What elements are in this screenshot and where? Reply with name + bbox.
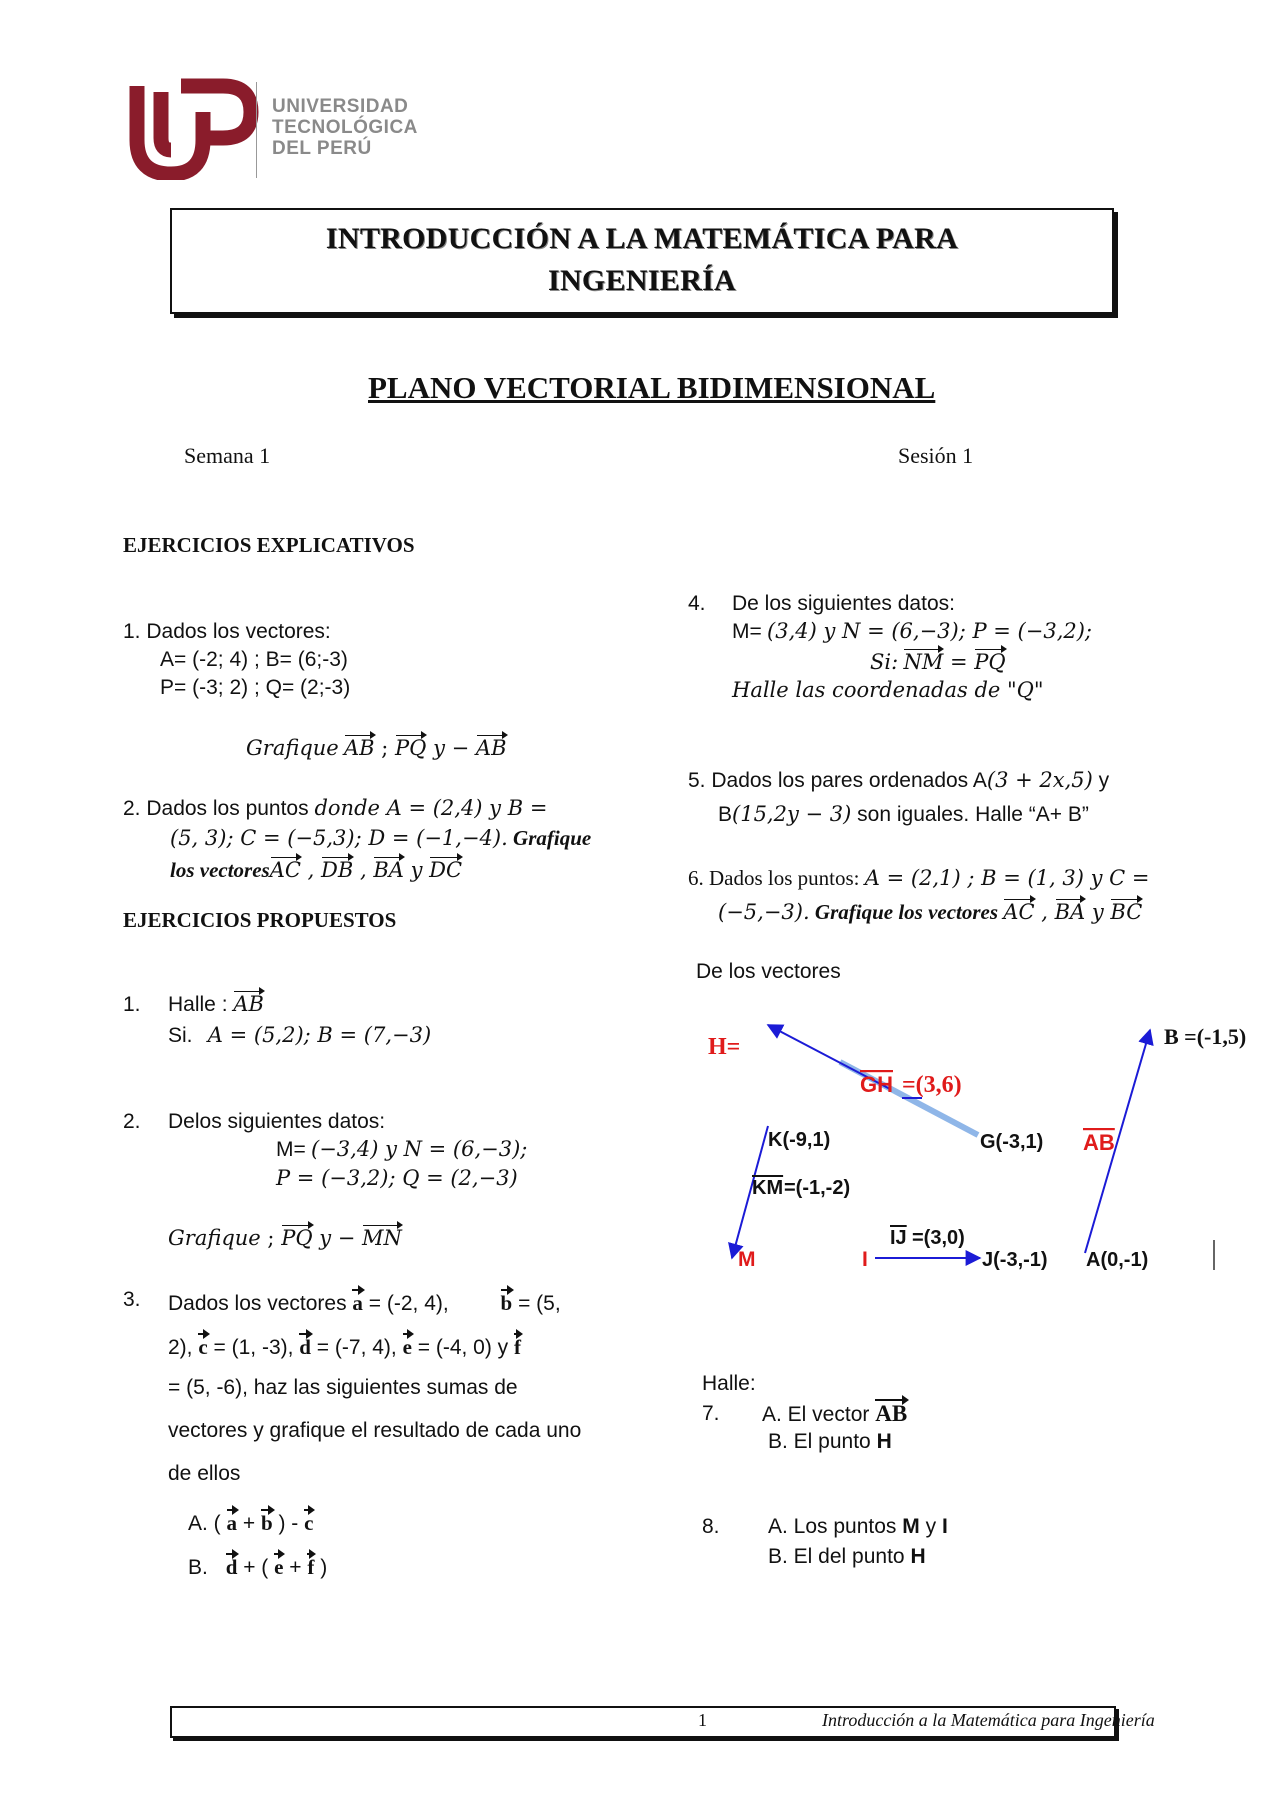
p3-option-a [188,1508,313,1536]
p4-math1: (3,4) y N = (6,−3); P = (−3,2); [767,619,1092,643]
p3-vec-a: a [352,1288,363,1316]
p2-graph-line [168,1224,402,1251]
p4-line1 [732,619,1092,644]
p5-l1b: y [1092,769,1110,792]
ex2-s2: , [353,858,374,882]
course-title-line2: INGENIERÍA [547,264,737,297]
week-label: Semana 1 [184,443,271,468]
p2-sep: ; [260,1226,282,1250]
ex1-vec-ab: AB [344,736,375,760]
gh-value: =(3,6) [902,1072,962,1098]
i-label: I [862,1248,868,1270]
p3-a-vec-c: c [304,1508,313,1536]
p2-math1: (−3,4) y N = (6,−3); [311,1137,528,1161]
p5-math2: (15,2y − 3) [732,802,852,826]
ex2-line3 [170,856,462,883]
km-value: =(-1,-2) [784,1177,851,1199]
p5-l2b: son iguales. Halle “A+ B” [851,803,1089,826]
p3-b-close: ) [314,1556,328,1579]
p3-b-label: B. [188,1556,208,1579]
q8-line-a [768,1515,948,1539]
p3-a-open: ( [207,1512,227,1535]
p6-line1 [688,866,1149,891]
p4-vec-nm: NM [903,650,944,674]
p2-m: M= [276,1138,306,1161]
ex2-vec-dc: DC [429,858,463,882]
p3-line2 [168,1332,521,1360]
g-label: G(-3,1) [980,1131,1044,1153]
p3-vec-b: b [501,1288,513,1316]
ex2-vec-ba: BA [373,858,404,882]
q8-a-i: I [941,1515,948,1538]
p6-vec-bc: BC [1110,900,1143,924]
k-label: K(-9,1) [768,1129,831,1151]
ex1-intro: 1. Dados los vectores: [123,620,331,643]
p3-a-plus: + [237,1512,261,1535]
p3-b-plus: + [283,1556,308,1579]
j-label: J(-3,-1) [982,1249,1048,1270]
p2-math2: P = (−3,2); Q = (2,−3) [276,1166,518,1190]
ex2-vectors-word: los vectores [170,858,270,882]
p5-l1a: 5. Dados los pares ordenados A [688,769,987,792]
p6-graph: Grafique los vectores [809,900,999,924]
course-title [172,218,1112,302]
q7-b-pre: B. El punto [768,1430,877,1453]
ex2-vec-ac: AC [269,858,301,882]
q8-num: 8. [702,1515,720,1538]
p3-option-b [188,1552,327,1580]
p4-text: De los siguientes datos: [732,592,955,615]
q7-b-bold: H [876,1430,892,1453]
ex1-sep1: ; [374,736,396,760]
ex1-line1: A= (-2; 4) ; B= (6;-3) [160,648,348,671]
p3-l2b: = (1, -3), [207,1336,300,1359]
p3-b-vec-d: d [226,1552,238,1580]
ij-value: =(3,0) [912,1227,965,1249]
p4-vec-pq: PQ [974,650,1006,674]
p5-line1 [688,768,1109,793]
p1-text: Halle : [168,993,234,1016]
p3-line3: = (5, -6), haz las siguientes sumas de [168,1376,518,1399]
ex2-s3: y [403,858,430,882]
session-label: Sesión 1 [898,443,974,468]
p2-vec-pq: PQ [281,1226,313,1250]
p3-a-vec-b: b [261,1508,273,1536]
topic-title: PLANO VECTORIAL BIDIMENSIONAL [368,370,936,405]
university-line2: TECNOLÓGICA [272,117,418,138]
p6-s2: y [1085,900,1111,924]
p3-a-vec-a: a [227,1508,238,1536]
p3-line5: de ellos [168,1462,241,1485]
q8-b-pre: B. El del punto [768,1545,911,1568]
ex1-graph [246,734,507,761]
ex2-lead: 2. Dados los puntos [123,797,315,820]
p6-math1: A = (2,1) ; B = (1, 3) y C = [864,866,1150,890]
vectors-intro: De los vectores [696,960,841,983]
p6-line2 [718,898,1142,925]
section-explicativos: EJERCICIOS EXPLICATIVOS [123,533,415,557]
ex1-vec-ab2: AB [475,736,507,760]
p4-halle: Halle las coordenadas de "Q" [732,678,1044,702]
section-propuestos: EJERCICIOS PROPUESTOS [123,908,397,932]
p3-vec-c: c [198,1332,207,1360]
ex2-vec-db: DB [321,858,354,882]
p3-num: 3. [123,1288,141,1311]
p2-vec-mn: MN [362,1226,402,1250]
km-label: KM [752,1177,784,1199]
m-label: M [738,1248,756,1270]
p4-si: Si: [870,650,899,674]
ex1-graph-word: Grafique [246,736,339,760]
p4-num: 4. [688,592,706,615]
ex2-graph: Grafique [507,826,592,850]
q8-a-mid: y [919,1515,942,1538]
p3-vec-f: f [514,1332,521,1360]
ex2-line1 [123,796,547,821]
p3-vec-e: e [403,1332,412,1360]
p3-l2a: 2), [168,1336,199,1359]
p3-a-label: A. [188,1512,208,1535]
utp-logo-mark [125,78,260,180]
p1-num: 1. [123,993,141,1016]
q8-a-pre: A. Los puntos [768,1515,903,1538]
logo-divider [256,82,257,178]
halle-label: Halle: [702,1372,756,1395]
course-title-box [170,208,1114,314]
university-line1: UNIVERSIDAD [272,96,409,117]
p3-vec-d: d [299,1332,311,1360]
p3-l1c: = (5, [512,1292,561,1315]
p6-l1: 6. Dados los puntos: [688,866,865,890]
ex2-math1: donde A = (2,4) y B = [314,796,548,820]
p4-line2 [870,648,1006,675]
q8-line-b [768,1545,926,1569]
q7-line-b [768,1430,892,1454]
p4-eq: = [943,650,975,674]
p5-l2a: B [718,803,733,826]
p3-b-vec-f: f [307,1552,314,1580]
ab-label: AB [1083,1130,1115,1155]
a-label: A(0,-1) [1086,1249,1149,1270]
p3-l2d: = (-4, 0) y [411,1336,515,1359]
p5-line2 [718,802,1089,827]
p6-s1: , [1034,900,1055,924]
p2-sep2: y − [312,1226,363,1250]
p6-vec-ac: AC [1003,900,1035,924]
utp-logo [125,78,260,185]
q7-vec-ab: AB [875,1398,907,1427]
p1-line2 [168,1023,431,1048]
p1-math: A = (5,2); B = (7,−3) [207,1023,432,1047]
vectors-diagram [690,1010,1250,1270]
ex2-math2: (5, 3); C = (−5,3); D = (−1,−4). [170,826,508,850]
p6-math2: (−5,−3). [718,900,810,924]
p1-line1 [168,990,264,1017]
p3-line1 [168,1288,561,1316]
ex1-vec-pq: PQ [395,736,427,760]
ij-label: IJ [890,1227,907,1249]
h-label: H= [708,1034,741,1060]
p2-num: 2. [123,1110,141,1133]
ex1-sep2: y − [426,736,476,760]
p3-a-close: ) - [272,1512,305,1535]
p3-l1a: Dados los vectores [168,1292,353,1315]
footer-page: 1 [698,1710,707,1730]
p2-line1 [276,1137,527,1162]
ex2-line2 [170,826,591,851]
university-name [272,96,418,159]
university-line3: DEL PERÚ [272,138,372,159]
p2-text: Delos siguientes datos: [168,1110,386,1133]
p3-l1b: = (-2, 4), [362,1292,449,1315]
b-label: B =(-1,5) [1164,1024,1247,1049]
p3-b-vec-e: e [274,1552,283,1580]
p1-vec-ab: AB [233,992,264,1016]
p6-vec-ba: BA [1054,900,1086,924]
p4-m: M= [732,620,762,643]
p5-math1: (3 + 2x,5) [986,768,1093,792]
p2-graph: Grafique [168,1226,261,1250]
q8-a-m: M [902,1515,920,1538]
q8-b-bold: H [910,1545,926,1568]
gh-label: GH [860,1072,893,1097]
q7-line-a [762,1398,907,1427]
p3-line4: vectores y grafique el resultado de cada uno [168,1419,582,1442]
footer-course: Introducción a la Matemática para Ingeniería [822,1710,1155,1730]
p3-l2c: = (-7, 4), [310,1336,403,1359]
ex1-line2: P= (-3; 2) ; Q= (2;-3) [160,676,351,699]
ex2-s1: , [300,858,321,882]
course-title-line1: INTRODUCCIÓN A LA MATEMÁTICA PARA [325,222,959,255]
q7-a: A. El vector [762,1403,876,1426]
q7-num: 7. [702,1402,720,1425]
p1-si: Si. [168,1024,193,1047]
p3-b-mid: + ( [237,1556,275,1579]
